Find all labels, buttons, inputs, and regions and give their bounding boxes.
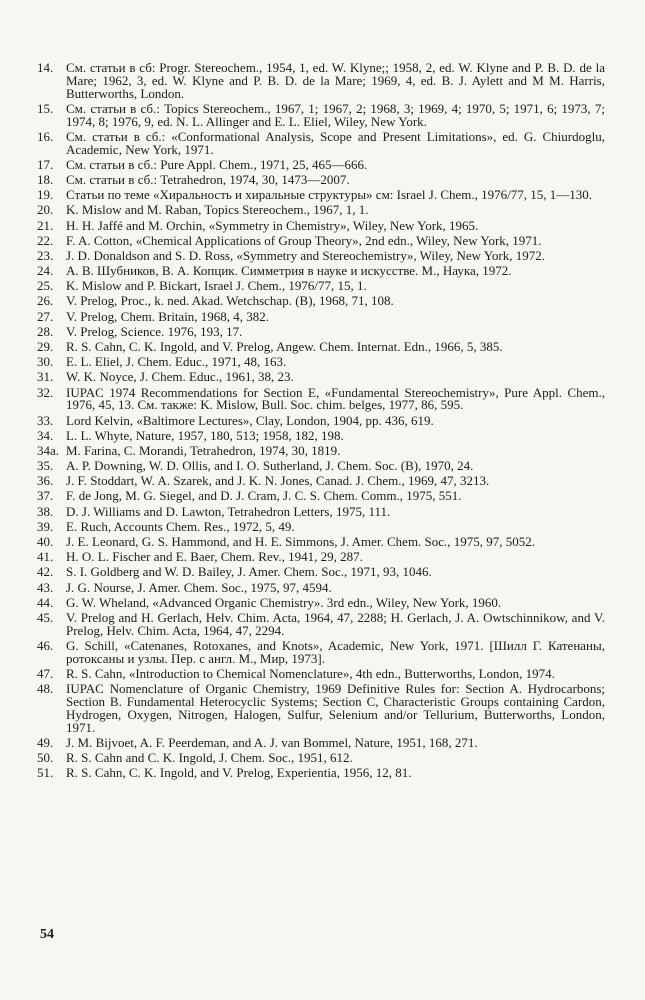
reference-text: J. F. Stoddart, W. A. Szarek, and J. K. N. Jones, Canad. J. Chem., 1969, 47, 3213. [66, 473, 490, 489]
reference-number: 28. [37, 323, 54, 339]
reference-text: J. G. Nourse, J. Amer. Chem. Soc., 1975, 97, 4594. [66, 579, 332, 595]
reference-text: K. Mislow and M. Raban, Topics Stereochem., 1967, 1, 1. [66, 202, 369, 218]
reference-text: K. Mislow and P. Bickart, Israel J. Chem., 1976/77, 15, 1. [66, 278, 367, 294]
reference-item [37, 579, 605, 595]
reference-number: 45. [37, 609, 54, 625]
reference-item [37, 265, 605, 278]
reference-item [37, 232, 605, 248]
reference-number: 31. [37, 369, 54, 385]
reference-number: 34. [37, 427, 54, 443]
reference-text: J. E. Leonard, G. S. Hammond, and H. E. Simmons, J. Amer. Chem. Soc., 1975, 97, 5052. [66, 534, 536, 550]
reference-number: 32. [37, 384, 54, 400]
reference-number: 48. [37, 681, 54, 697]
reference-text: A. P. Downing, W. D. Ollis, and I. O. Sutherland, J. Chem. Soc. (B), 1970, 24. [66, 458, 474, 474]
reference-text: R. S. Cahn, C. K. Ingold, and V. Prelog, Experientia, 1956, 12, 81. [66, 765, 412, 781]
reference-item [37, 734, 605, 750]
reference-item [37, 490, 605, 503]
reference-text: Статьи по теме «Хиральность и хиральные структуры» см: Israel J. Chem., 1976/77, 15, 1—130. [66, 187, 593, 203]
reference-number: 19. [37, 187, 54, 203]
reference-text: См. статьи в сб.: «Conformational Analysis, Scope and Present Limitations», ed. G. Chiurdoglu, Academic, New York, 1971. [66, 128, 605, 157]
reference-item [37, 204, 605, 217]
reference-text: V. Prelog, Science. 1976, 193, 17. [66, 323, 243, 339]
reference-item [37, 308, 605, 324]
reference-number: 51. [37, 765, 54, 781]
reference-number: 14. [37, 60, 54, 75]
reference-number: 18. [37, 171, 54, 187]
reference-text: G. W. Wheland, «Advanced Organic Chemistry». 3rd edn., Wiley, New York, 1960. [66, 594, 502, 610]
reference-number: 42. [37, 564, 54, 580]
reference-text: J. M. Bijvoet, A. F. Peerdeman, and A. J. van Bommel, Nature, 1951, 168, 271. [66, 734, 478, 750]
reference-text: См. статьи в сб.: Tetrahedron, 1974, 30, 1473—2007. [66, 171, 350, 187]
reference-item [37, 356, 605, 369]
reference-text: IUPAC Nomenclature of Organic Chemistry, 1969 Definitive Rules for: Section A. Hydrocarbons; Section B. Fundamental Heterocyclic Systems; Section C, Characteristic Groups containing Cardon, Hydrogen, Oxygen, Nitrogen, Halogen, Sulfur, Selenium and/or Tellurium, Butterworths, London, 1971. [66, 681, 605, 735]
reference-text: V. Prelog, Proc., k. ned. Akad. Wetchschap. (B), 1968, 71, 108. [66, 293, 394, 309]
reference-number: 17. [37, 156, 54, 172]
reference-text: См. статьи в сб: Progr. Stereochem., 1954, 1, ed. W. Klyne;; 1958, 2, ed. W. Klyne and P. B. D. de la Mare; 1962, 3, ed. W. Klyne and P. B. D. de la Mare; 1969, 4, ed. B. J. Aylett and M M. Harris, Butterworths, London. [66, 60, 605, 101]
reference-text: H. H. Jaffé and M. Orchin, «Symmetry in Chemistry», Wiley, New York, 1965. [66, 217, 479, 233]
reference-text: F. A. Cotton, «Chemical Applications of Group Theory», 2nd edn., Wiley, New York, 1971. [66, 232, 542, 248]
reference-item [37, 460, 605, 473]
reference-number: 16. [37, 128, 54, 144]
reference-item [37, 217, 605, 233]
reference-item [37, 156, 605, 172]
reference-item [37, 295, 605, 308]
reference-text: Lord Kelvin, «Baltimore Lectures», Clay, London, 1904, pp. 436, 619. [66, 412, 434, 428]
reference-number: 38. [37, 503, 54, 519]
reference-item [37, 128, 605, 157]
reference-number: 43. [37, 579, 54, 595]
reference-item [37, 767, 605, 780]
reference-number: 39. [37, 518, 54, 534]
reference-number: 46. [37, 637, 54, 653]
reference-text: IUPAC 1974 Recommendations for Section E, «Fundamental Stereochemistry», Pure Appl. Chem., 1976, 45, 13. См. также: K. Mislow, Bull. Soc. chim. belges, 1977, 86, 595. [66, 384, 605, 413]
reference-item [37, 412, 605, 428]
reference-list [37, 62, 605, 780]
reference-item [37, 475, 605, 488]
reference-number: 50. [37, 749, 54, 765]
reference-text: См. статьи в сб.: Topics Stereochem., 1967, 1; 1967, 2; 1968, 3; 1969, 4; 1970, 5; 1971, 6; 1973, 7; 1974, 8; 1976, 9, ed. N. L. Allinger and E. L. Eliel, Wiley, New York. [66, 100, 605, 129]
reference-text: G. Schill, «Catenanes, Rotoxanes, and Knots», Academic, New York, 1971. [Шилл Г. Катенаны, ротоксаны и узлы. Пер. с англ. М., Мир, 1973]. [66, 637, 605, 666]
reference-item [37, 189, 605, 202]
reference-item [37, 341, 605, 354]
reference-number: 15. [37, 100, 54, 116]
reference-text: D. J. Williams and D. Lawton, Tetrahedron Letters, 1975, 111. [66, 503, 391, 519]
reference-text: R. S. Cahn and C. K. Ingold, J. Chem. Soc., 1951, 612. [66, 749, 353, 765]
reference-item [37, 683, 605, 734]
reference-text: E. Ruch, Accounts Chem. Res., 1972, 5, 49. [66, 518, 295, 534]
reference-item [37, 62, 605, 100]
reference-item [37, 280, 605, 293]
reference-item [37, 247, 605, 263]
reference-number: 36. [37, 473, 54, 489]
reference-item [37, 609, 605, 638]
reference-text: W. K. Noyce, J. Chem. Educ., 1961, 38, 23. [66, 369, 294, 385]
reference-text: F. de Jong, M. G. Siegel, and D. J. Cram, J. C. S. Chem. Comm., 1975, 551. [66, 488, 462, 504]
reference-number: 35. [37, 458, 54, 474]
reference-text: V. Prelog, Chem. Britain, 1968, 4, 382. [66, 308, 270, 324]
reference-text: R. S. Cahn, «Introduction to Chemical Nomenclature», 4th edn., Butterworths, London, 1974. [66, 665, 555, 681]
reference-item [37, 384, 605, 413]
reference-text: См. статьи в сб.: Pure Appl. Chem., 1971, 25, 465—666. [66, 156, 368, 172]
reference-number: 20. [37, 202, 54, 218]
reference-text: M. Farina, C. Morandi, Tetrahedron, 1974, 30, 1819. [66, 442, 341, 458]
reference-text: S. I. Goldberg and W. D. Bailey, J. Amer. Chem. Soc., 1971, 93, 1046. [66, 564, 432, 580]
reference-item [37, 665, 605, 681]
reference-number: 49. [37, 734, 54, 750]
reference-number: 24. [37, 263, 54, 279]
reference-item [37, 594, 605, 610]
reference-text: J. D. Donaldson and S. D. Ross, «Symmetry and Stereochemistry», Wiley, New York, 1972. [66, 247, 546, 263]
reference-item [37, 442, 605, 458]
reference-item [37, 427, 605, 443]
reference-number: 37. [37, 488, 54, 504]
reference-item [37, 323, 605, 339]
reference-item [37, 749, 605, 765]
reference-number: 40. [37, 534, 54, 550]
reference-item [37, 566, 605, 579]
reference-text: L. L. Whyte, Nature, 1957, 180, 513; 1958, 182, 198. [66, 427, 344, 443]
reference-number: 26. [37, 293, 54, 309]
reference-item [37, 100, 605, 129]
reference-number: 34a. [37, 442, 60, 458]
reference-item [37, 518, 605, 534]
reference-item [37, 551, 605, 564]
page-number: 54 [40, 927, 54, 942]
reference-text: V. Prelog and H. Gerlach, Helv. Chim. Acta, 1964, 47, 2288; H. Gerlach, J. A. Owtschinnikow, and V. Prelog, Helv. Chim. Acta, 1964, 47, 2294. [66, 609, 605, 638]
reference-number: 21. [37, 217, 54, 233]
reference-number: 47. [37, 665, 54, 681]
reference-item [37, 371, 605, 384]
reference-text: А. В. Шубников, В. А. Копцик. Симметрия в науке и искусстве. М., Наука, 1972. [66, 263, 512, 279]
reference-number: 25. [37, 278, 54, 294]
reference-number: 30. [37, 354, 54, 370]
reference-number: 23. [37, 247, 54, 263]
reference-number: 29. [37, 339, 54, 354]
reference-item [37, 637, 605, 666]
reference-item [37, 536, 605, 549]
reference-number: 27. [37, 308, 54, 324]
reference-number: 44. [37, 594, 54, 610]
reference-text: E. L. Eliel, J. Chem. Educ., 1971, 48, 163. [66, 354, 287, 370]
reference-number: 33. [37, 412, 54, 428]
reference-item [37, 171, 605, 187]
reference-number: 22. [37, 232, 54, 248]
reference-text: R. S. Cahn, C. K. Ingold, and V. Prelog, Angew. Chem. Internat. Edn., 1966, 5, 385. [66, 339, 503, 354]
reference-text: H. O. L. Fischer and E. Baer, Chem. Rev., 1941, 29, 287. [66, 549, 363, 565]
reference-item [37, 503, 605, 519]
reference-number: 41. [37, 549, 54, 565]
